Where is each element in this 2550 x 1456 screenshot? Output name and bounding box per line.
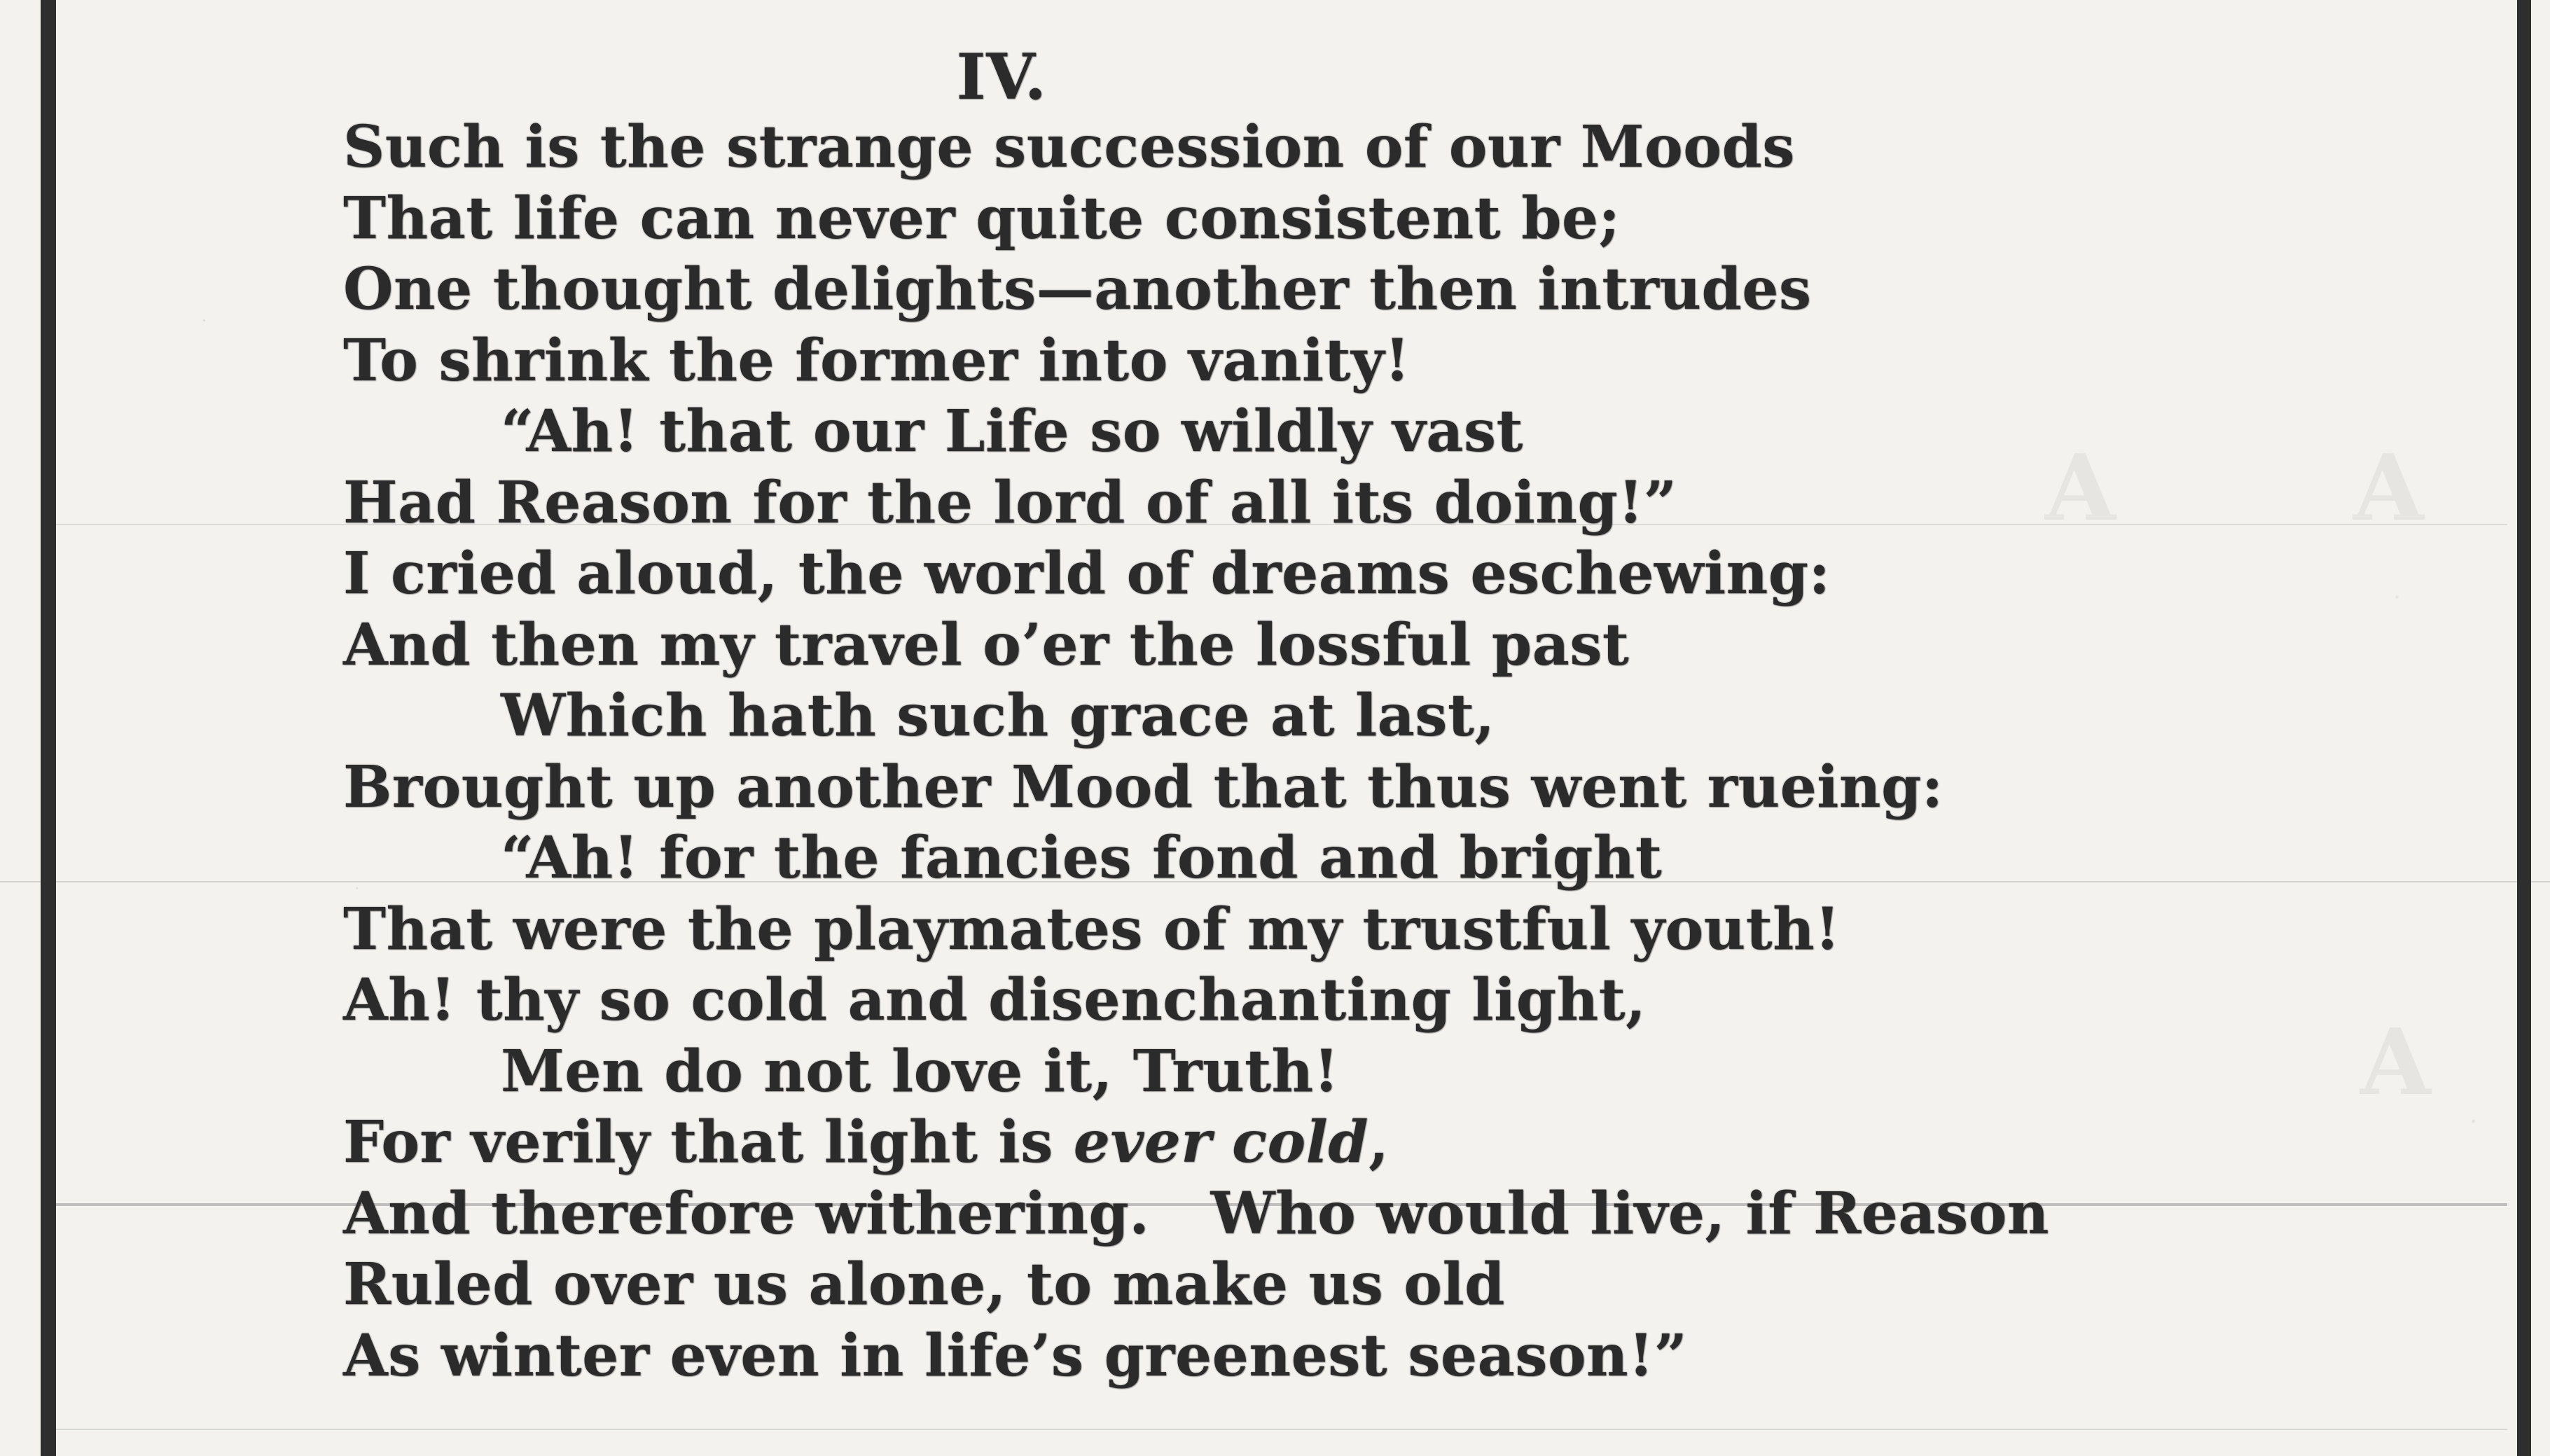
poem-line: Ruled over us alone, to make us old: [343, 1251, 1505, 1318]
poem-line: To shrink the former into vanity!: [343, 326, 1411, 394]
poem-line: Brought up another Mood that thus went rueing:: [343, 753, 1943, 821]
poem-line: Such is the strange succession of our Moods: [343, 113, 1795, 181]
poem-line: “Ah! for the fancies fond and bright: [501, 824, 1663, 892]
column-rule-left: [41, 0, 56, 1456]
poem-line: I cried aloud, the world of dreams eschewing:: [343, 540, 1831, 607]
poem-line: [343, 1107, 2374, 1179]
poem-line: That life can never quite consistent be;: [343, 184, 1621, 252]
bleed-through-text: A: [2045, 434, 2130, 541]
scan-streak: [56, 1429, 2507, 1430]
poem-line-text: For verily that light is: [343, 1109, 1074, 1176]
poem-line: One thought delights—another then intrudes: [343, 256, 1812, 323]
section-number: IV.: [956, 40, 1047, 114]
poem-line-italic-text: ever cold: [1073, 1109, 1369, 1176]
poem-line: As winter even in life’s greenest season!”: [343, 1322, 1688, 1389]
poem-line: That were the playmates of my trustful youth!: [343, 895, 1841, 963]
poem-line: Had Reason for the lord of all its doing!”: [343, 469, 1677, 536]
poem-stanza: [343, 42, 2374, 1392]
poem-line: And therefore withering. Who would live, if Reason: [343, 1179, 2049, 1247]
poem-line: And then my travel o’er the lossful past: [343, 611, 1630, 679]
poem-line-text: ,: [1368, 1109, 1390, 1176]
poem-line: Ah! thy so cold and disenchanting light,: [343, 966, 1647, 1034]
column-rule-right: [2517, 0, 2531, 1456]
poem-line: Which hath such grace at last,: [501, 682, 1495, 749]
poem-line: “Ah! that our Life so wildly vast: [501, 398, 1523, 465]
bleed-through-text: A: [2360, 1008, 2445, 1116]
bleed-through-text: A: [2353, 434, 2438, 541]
poem-line: Men do not love it, Truth!: [501, 1037, 1340, 1105]
